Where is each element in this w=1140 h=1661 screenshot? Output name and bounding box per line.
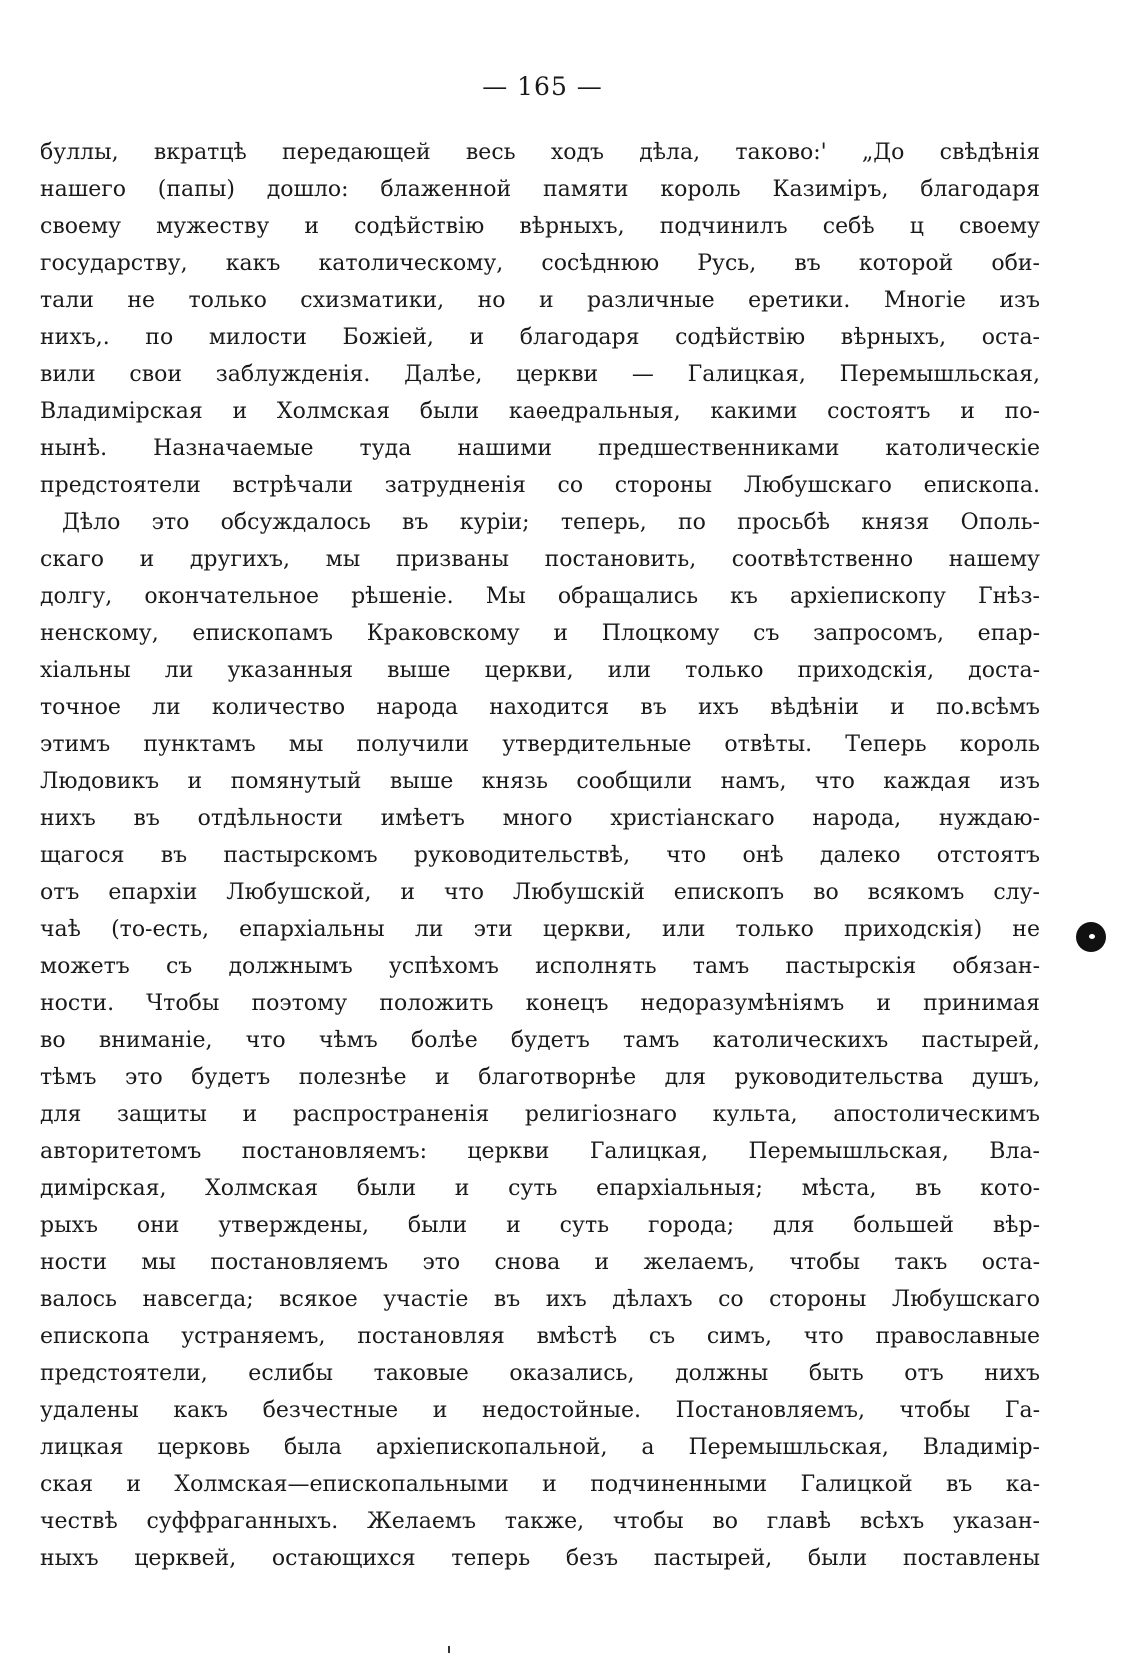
text-line: хіальны ли указанныя выше церкви, или только приходскія, доста-: [40, 658, 1040, 683]
text-line: предстоятели встрѣчали затрудненія со стороны Любушскаго епископа.: [40, 473, 1040, 498]
text-line: точное ли количество народа находится въ ихъ вѣдѣніи и по.всѣмъ: [40, 695, 1040, 720]
ink-blot-mark: [1076, 922, 1106, 952]
text-line: этимъ пунктамъ мы получили утвердительные отвѣты. Теперь король: [40, 732, 1040, 757]
text-line: во вниманіе, что чѣмъ болѣе будетъ тамъ католическихъ пастырей,: [40, 1028, 1040, 1053]
page-number: — 165 —: [482, 72, 603, 101]
page-speck: [448, 1646, 450, 1653]
text-line: предстоятели, еслибы таковые оказались, должны быть отъ нихъ: [40, 1361, 1040, 1386]
text-line: нихъ,. по милости Божіей, и благодаря содѣйствію вѣрныхъ, оста-: [40, 325, 1040, 350]
text-line: государству, какъ католическому, сосѣднюю Русь, въ которой оби-: [40, 251, 1040, 276]
text-line: чаѣ (то-есть, епархіальны ли эти церкви, или только приходскія) не: [40, 917, 1040, 942]
text-line: ности. Чтобы поэтому положить конецъ недоразумѣніямъ и принимая: [40, 991, 1040, 1016]
text-line: ская и Холмская—епископальными и подчиненными Галицкой въ ка-: [40, 1472, 1040, 1497]
text-line: вили свои заблужденія. Далѣе, церкви — Галицкая, Перемышльская,: [40, 362, 1040, 387]
text-line: ненскому, епископамъ Краковскому и Плоцкому съ запросомъ, епар-: [40, 621, 1040, 646]
text-line: нихъ въ отдѣльности имѣетъ много христіанскаго народа, нуждаю-: [40, 806, 1040, 831]
text-line: Владимірская и Холмская были каѳедральныя, какими состоятъ и по-: [40, 399, 1040, 424]
text-line: для защиты и распространенія религіознаго культа, апостолическимъ: [40, 1102, 1040, 1127]
text-line: можетъ съ должнымъ успѣхомъ исполнять тамъ пастырскія обязан-: [40, 954, 1040, 979]
text-line: епископа устраняемъ, постановляя вмѣстѣ съ симъ, что православные: [40, 1324, 1040, 1349]
text-line: своему мужеству и содѣйствію вѣрныхъ, подчинилъ себѣ ц своему: [40, 214, 1040, 239]
text-line: ности мы постановляемъ это снова и желаемъ, чтобы такъ оста-: [40, 1250, 1040, 1275]
text-line: димірская, Холмская были и суть епархіальныя; мѣста, въ кото-: [40, 1176, 1040, 1201]
text-line: скаго и другихъ, мы призваны постановить, соотвѣтственно нашему: [40, 547, 1040, 572]
body-text: [40, 134, 1040, 1577]
text-line: авторитетомъ постановляемъ: церкви Галицкая, Перемышльская, Вла-: [40, 1139, 1040, 1164]
text-line: Людовикъ и помянутый выше князь сообщили намъ, что каждая изъ: [40, 769, 1040, 794]
text-line: долгу, окончательное рѣшеніе. Мы обращались къ архіепископу Гнѣз-: [40, 584, 1040, 609]
text-line: тали не только схизматики, но и различные еретики. Многіе изъ: [40, 288, 1040, 313]
text-line: лицкая церковь была архіепископальной, а Перемышльская, Владимір-: [40, 1435, 1040, 1460]
text-line: тѣмъ это будетъ полезнѣе и благотворнѣе для руководительства душъ,: [40, 1065, 1040, 1090]
text-line: ныхъ церквей, остающихся теперь безъ пастырей, были поставлены: [40, 1546, 1040, 1571]
text-line: рыхъ они утверждены, были и суть города; для большей вѣр-: [40, 1213, 1040, 1238]
text-line: щагося въ пастырскомъ руководительствѣ, что онѣ далеко отстоятъ: [40, 843, 1040, 868]
text-line: валось навсегда; всякое участіе въ ихъ дѣлахъ со стороны Любушскаго: [40, 1287, 1040, 1312]
text-line: буллы, вкратцѣ передающей весь ходъ дѣла, таково:' „До свѣдѣнія: [40, 140, 1040, 165]
text-line: чествѣ суффраганныхъ. Желаемъ также, чтобы во главѣ всѣхъ указан-: [40, 1509, 1040, 1534]
text-line: нынѣ. Назначаемые туда нашими предшественниками католическіе: [40, 436, 1040, 461]
text-line: отъ епархіи Любушской, и что Любушскій епископъ во всякомъ слу-: [40, 880, 1040, 905]
text-line: удалены какъ безчестные и недостойные. Постановляемъ, чтобы Га-: [40, 1398, 1040, 1423]
text-line: Дѣло это обсуждалось въ куріи; теперь, по просьбѣ князя Ополь-: [62, 510, 1040, 535]
text-line: нашего (папы) дошло: блаженной памяти король Казиміръ, благодаря: [40, 177, 1040, 202]
